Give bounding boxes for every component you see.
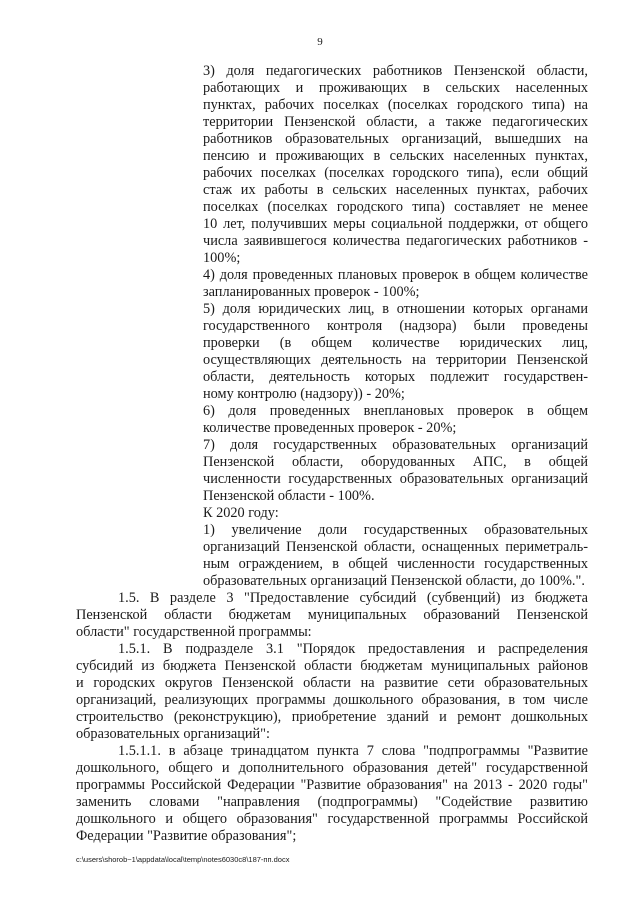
text-line: и городских округов Пензенской области на развитие сети образовательных: [76, 675, 588, 691]
text-line: субсидий из бюджета Пензенской области бюджетам муниципальных районов: [76, 658, 588, 674]
text-line: дошкольного и общего образования" государственной программы Российской: [76, 811, 588, 827]
text-line: территории Пензенской области, а также педагогических: [203, 114, 588, 130]
text-line: образовательных организаций Пензенской области, до 100%.".: [203, 573, 585, 589]
text-line: 3) доля педагогических работников Пензенской области,: [203, 63, 588, 79]
text-line: Пензенской области, оборудованных АПС, в общей: [203, 454, 588, 470]
text-line: 5) доля юридических лиц, в отношении которых органами: [203, 301, 588, 317]
text-line: осуществляющих деятельность на территории Пензенской: [203, 352, 588, 368]
text-line: 10 лет, получивших меры социальной поддержки, от общего: [203, 216, 588, 232]
text-line: 4) доля проведенных плановых проверок в общем количестве: [203, 267, 588, 283]
paragraph-first-line: 1.5.1. В подразделе 3.1 "Порядок предоставления и распределения: [118, 641, 588, 657]
text-line: 100%;: [203, 250, 241, 266]
text-line: рабочих поселках (поселках городского типа), если общий: [203, 165, 588, 181]
text-line: количестве проведенных проверок - 20%;: [203, 420, 457, 436]
text-line: проверки (в общем количестве юридических лиц,: [203, 335, 588, 351]
text-line: К 2020 году:: [203, 505, 279, 521]
paragraph-first-line: 1.5.1.1. в абзаце тринадцатом пункта 7 слова "подпрограммы "Развитие: [118, 743, 588, 759]
file-path-footer: c:\users\shorob~1\appdata\local\temp\notes6030c8\187-пп.docx: [76, 855, 290, 864]
text-line: запланированных проверок - 100%;: [203, 284, 420, 300]
text-line: государственного контроля (надзора) были проведены: [203, 318, 588, 334]
text-line: области" государственной программы:: [76, 624, 312, 640]
text-line: программы Российской Федерации "Развитие образования" на 2013 - 2020 годы": [76, 777, 588, 793]
text-line: ным ограждением, в общей численности государственных: [203, 556, 588, 572]
text-line: работающих и проживающих в сельских населенных: [203, 80, 588, 96]
text-line: организаций Пензенской области, оснащенных периметраль-: [203, 539, 588, 555]
text-line: дошкольного, общего и дополнительного образования детей" государственной: [76, 760, 588, 776]
text-line: 6) доля проведенных внеплановых проверок в общем: [203, 403, 588, 419]
text-line: поселках (поселках городского типа) составляет не менее: [203, 199, 588, 215]
text-line: численности государственных образовательных организаций: [203, 471, 588, 487]
text-line: работников образовательных организаций, вышедших на: [203, 131, 588, 147]
text-line: 7) доля государственных образовательных организаций: [203, 437, 588, 453]
text-line: Пензенской области бюджетам муниципальных образований Пензенской: [76, 607, 588, 623]
text-line: области, деятельность которых подлежит государствен-: [203, 369, 588, 385]
text-line: 1) увеличение доли государственных образовательных: [203, 522, 588, 538]
text-line: Пензенской области - 100%.: [203, 488, 375, 504]
text-line: ному контролю (надзору)) - 20%;: [203, 386, 405, 402]
text-line: заменить словами "направления (подпрограммы) "Содействие развитию: [76, 794, 588, 810]
text-line: пунктах, рабочих поселках (поселках городского типа) на: [203, 97, 588, 113]
page-number: 9: [317, 36, 323, 48]
text-line: числа заявившегося количества педагогических работников -: [203, 233, 588, 249]
text-line: строительство (реконструкцию), приобретение зданий и ремонт дошкольных: [76, 709, 588, 725]
text-line: организаций, реализующих программы дошкольного образования, в том числе: [76, 692, 588, 708]
text-line: стаж их работы в сельских населенных пунктах, рабочих: [203, 182, 588, 198]
text-line: Федерации "Развитие образования";: [76, 828, 297, 844]
paragraph-first-line: 1.5. В разделе 3 "Предоставление субсидий (субвенций) из бюджета: [118, 590, 588, 606]
text-line: пенсию и проживающих в сельских населенных пунктах,: [203, 148, 588, 164]
text-line: образовательных организаций":: [76, 726, 270, 742]
